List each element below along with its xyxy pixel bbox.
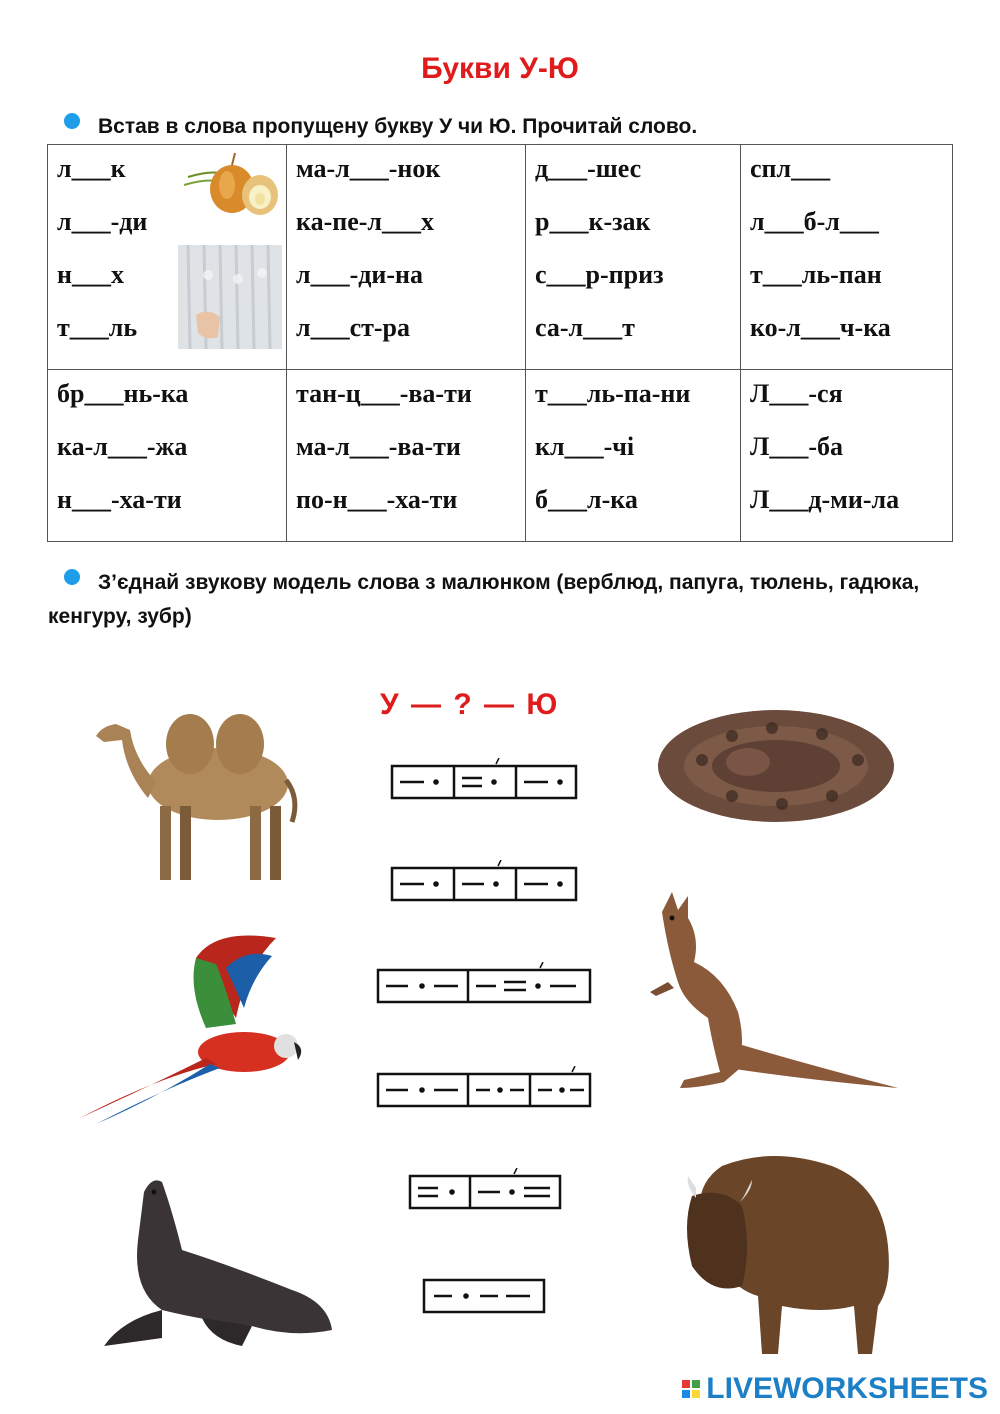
word-item[interactable]: д___-шес (535, 154, 642, 183)
word-item[interactable]: по-н___-ха-ти (296, 485, 458, 514)
word-item[interactable]: р___к-зак (535, 207, 651, 236)
word-item[interactable]: ма-л___-ва-ти (296, 432, 461, 461)
words-cell (741, 370, 953, 542)
words-cell (287, 370, 526, 542)
word-item[interactable]: бр___нь-ка (57, 379, 189, 408)
words-cell (48, 145, 287, 370)
page-title: Букви У-Ю (421, 52, 579, 85)
word-item[interactable]: са-л___т (535, 313, 635, 342)
word-item[interactable]: т___ль-пан (750, 260, 882, 289)
model-title: У — ? — Ю (380, 688, 560, 721)
words-cell (526, 145, 741, 370)
curtain-image (178, 245, 282, 349)
words-cell (287, 145, 526, 370)
word-item[interactable]: т___ль-па-ни (535, 379, 691, 408)
parrot-image[interactable] (76, 928, 306, 1124)
word-item[interactable]: тан-ц___-ва-ти (296, 379, 472, 408)
liveworksheets-logo-icon (682, 1380, 700, 1398)
seal-image[interactable] (92, 1170, 336, 1346)
word-item[interactable]: ко-л___ч-ка (750, 313, 891, 342)
sound-model-6[interactable] (422, 1272, 548, 1314)
word-item[interactable]: б___л-ка (535, 485, 638, 514)
word-item[interactable]: Л___-ба (750, 432, 844, 461)
task-1-instruction (48, 110, 697, 144)
sound-model-4[interactable] (376, 1066, 594, 1108)
word-item[interactable]: ка-л___-жа (57, 432, 188, 461)
word-item[interactable]: ма-л___-нок (296, 154, 441, 183)
table-row (48, 370, 953, 542)
bison-image[interactable] (682, 1146, 898, 1358)
sound-model-5[interactable] (408, 1168, 564, 1210)
word-item[interactable]: л___б-л___ (750, 207, 879, 236)
word-item[interactable]: Л___д-ми-ла (750, 485, 900, 514)
word-item[interactable]: кл___-чі (535, 432, 635, 461)
task-2-text: З’єднай звукову модель слова з малюнком (верблюд, папуга, тюлень, гадюка, кенгуру, зубр) (48, 571, 920, 628)
liveworksheets-watermark (682, 1372, 988, 1406)
word-item[interactable]: л___ст-ра (296, 313, 411, 342)
word-item[interactable]: спл___ (750, 154, 831, 183)
sound-model-2[interactable] (390, 860, 580, 902)
words-cell (48, 370, 287, 542)
sound-model-1[interactable] (390, 758, 580, 800)
word-item[interactable]: н___-ха-ти (57, 485, 182, 514)
word-item[interactable]: н___х (57, 260, 124, 289)
onion-image (180, 149, 280, 219)
camel-image[interactable] (78, 702, 318, 892)
word-item[interactable]: т___ль (57, 313, 138, 342)
words-table (47, 144, 953, 542)
task-1-text: Встав в слова пропущену букву У чи Ю. Прочитай слово. (98, 115, 698, 138)
sound-model-3[interactable] (376, 962, 594, 1004)
bullet-icon (64, 113, 80, 129)
word-item[interactable]: Л___-ся (750, 379, 843, 408)
viper-image[interactable] (652, 700, 898, 832)
word-item[interactable]: л___-ди-на (296, 260, 424, 289)
word-item[interactable]: с___р-приз (535, 260, 664, 289)
words-cell (526, 370, 741, 542)
table-row (48, 145, 953, 370)
watermark-text: LIVEWORKSHEETS (706, 1372, 988, 1405)
words-cell (741, 145, 953, 370)
kangaroo-image[interactable] (628, 892, 900, 1098)
word-item[interactable]: ка-пе-л___х (296, 207, 435, 236)
bullet-icon (64, 569, 80, 585)
word-item[interactable]: л___-ди (57, 207, 148, 236)
word-item[interactable]: л___к (57, 154, 126, 183)
task-2-instruction (48, 566, 928, 634)
